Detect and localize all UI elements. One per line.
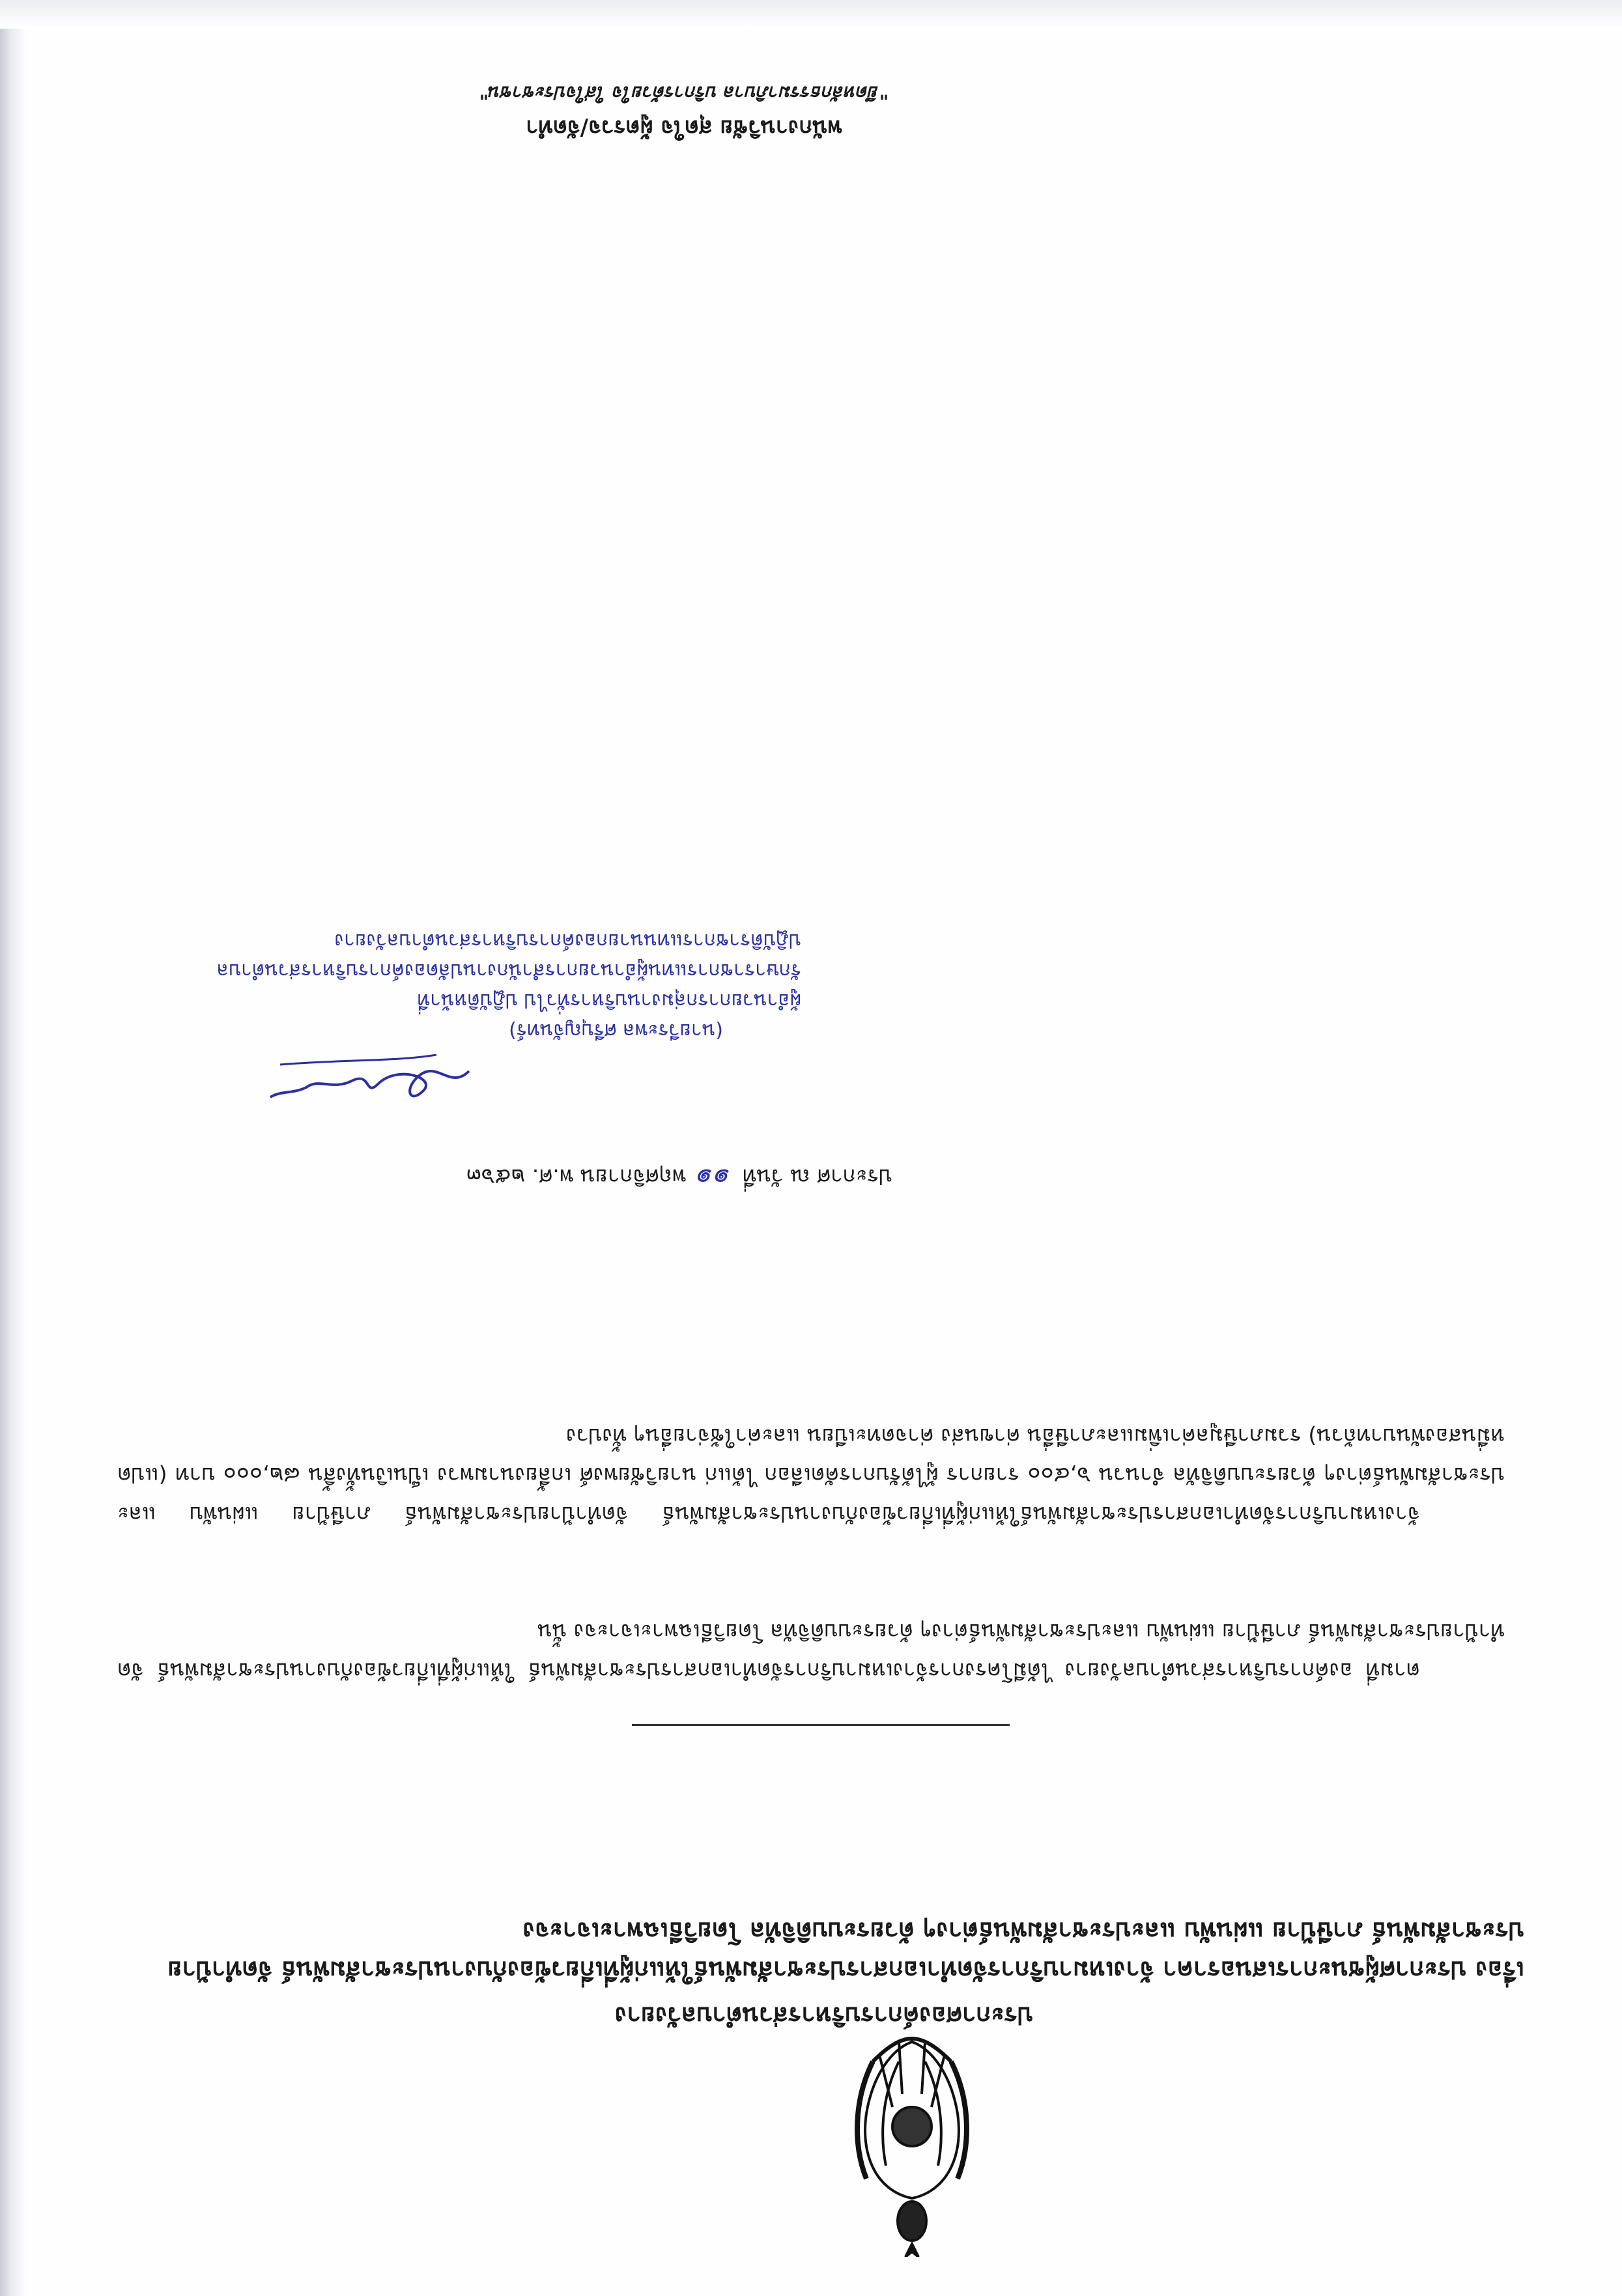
heading-divider xyxy=(632,1724,1010,1726)
body-paragraph: ตามที่ องค์การบริหารส่วนตำบลวังยาง ได้มีโครงการจ้างเหมาบริการจัดทำเอกสารประชาสัมพันธ์ ให้แก่ผู้ที่เกี่ยวข้องกับงานประชาสัมพันธ์ จัดทำป้ายประชาสัมพันธ์ ภาษีป้าย แผ่นพับ และประชาสัมพันธ์ต่างๆ ด้วยระบบดิจิทัล โดยวิธีเฉพาะเจาะจง นั้น xyxy=(117,1619,1505,1684)
signatory-name: (นายวีระพล ศรีบุญจันทร์) xyxy=(509,1019,723,1042)
subject-text: ประกาศผู้ชนะการเสนอราคา จ้างเหมาบริการจัดทำเอกสารประชาสัมพันธ์ให้แก่ผู้ที่เกี่ยวข้องกับงานประชาสัมพันธ์ จัดทำป้ายประชาสัมพันธ์ ภาษีป้าย แผ่นพับ และประชาสัมพันธ์ต่างๆ ด้วยระบบดิจิทัล โดยวิธีเฉพาะเจาะจง xyxy=(167,1917,1524,1985)
document-subject xyxy=(124,1912,1524,1990)
document-heading: ประกาศองค์การบริหารส่วนตำบลวังยาง xyxy=(614,2002,1034,2030)
footer-contact: พนักงานวิชัย สุดใจ ผู้ตรวจ/จัดทำ xyxy=(526,115,842,141)
scan-edge-shadow xyxy=(0,0,1622,29)
scan-edge-shadow xyxy=(0,0,27,2296)
signatory-block xyxy=(85,925,801,1045)
signatory-title: ผู้อำนวยการกลุ่มงานบริหารทั่วไป ปฏิบัติหน้าที่ xyxy=(417,989,801,1012)
garuda-emblem-icon xyxy=(853,2035,971,2257)
signatory-title: ปฏิบัติราชการแทนนายกองค์การบริหารส่วนตำบลวังยาง xyxy=(334,929,801,952)
footer-slogan: "ยึดหลักธรรมาภิบาล บริการด้วยใจ ใส่ใจประชาชน" xyxy=(479,82,889,104)
announcement-date xyxy=(466,1160,892,1195)
body-paragraph: จ้างเหมาบริการจัดทำเอกสารประชาสัมพันธ์ให้แก่ผู้ที่เกี่ยวข้องกับงานประชาสัมพันธ์ จัดทำป้ายประชาสัมพันธ์ ภาษีป้าย แผ่นพับ และประชาสัมพันธ์ต่างๆ ด้วยระบบดิจิทัล จำนวน ๖,๔๐๐ รายการ ผู้ได้รับการคัดเลือก ได้แก่ นายวิชัยพงศ์ เกลี้ยงนามพวง เป็นเงินทั้งสิ้น ๘๒,๐๐๐ บาท (แปดหมื่นสองพันบาทถ้วน) รวมภาษีมูลค่าเพิ่มและภาษีอื่น ค่าขนส่ง ค่าจดทะเบียน และค่าใช้จ่ายอื่นๆ ทั้งปวง xyxy=(117,1424,1505,1527)
date-year: พ.ศ. ๒๕๖๓ xyxy=(466,1164,574,1190)
signature-mark xyxy=(267,1045,476,1117)
date-prefix: ประกาศ ณ วันที่ xyxy=(742,1164,892,1190)
signatory-title: รักษาราชการแทนผู้อำนวยการสำนักงานปลัดองค์การบริหารส่วนตำบล xyxy=(216,959,801,982)
date-day: ๑๑ xyxy=(696,1163,732,1195)
subject-label: เรื่อง xyxy=(1475,1956,1524,1985)
date-month: พฤศจิกายน xyxy=(580,1164,687,1190)
